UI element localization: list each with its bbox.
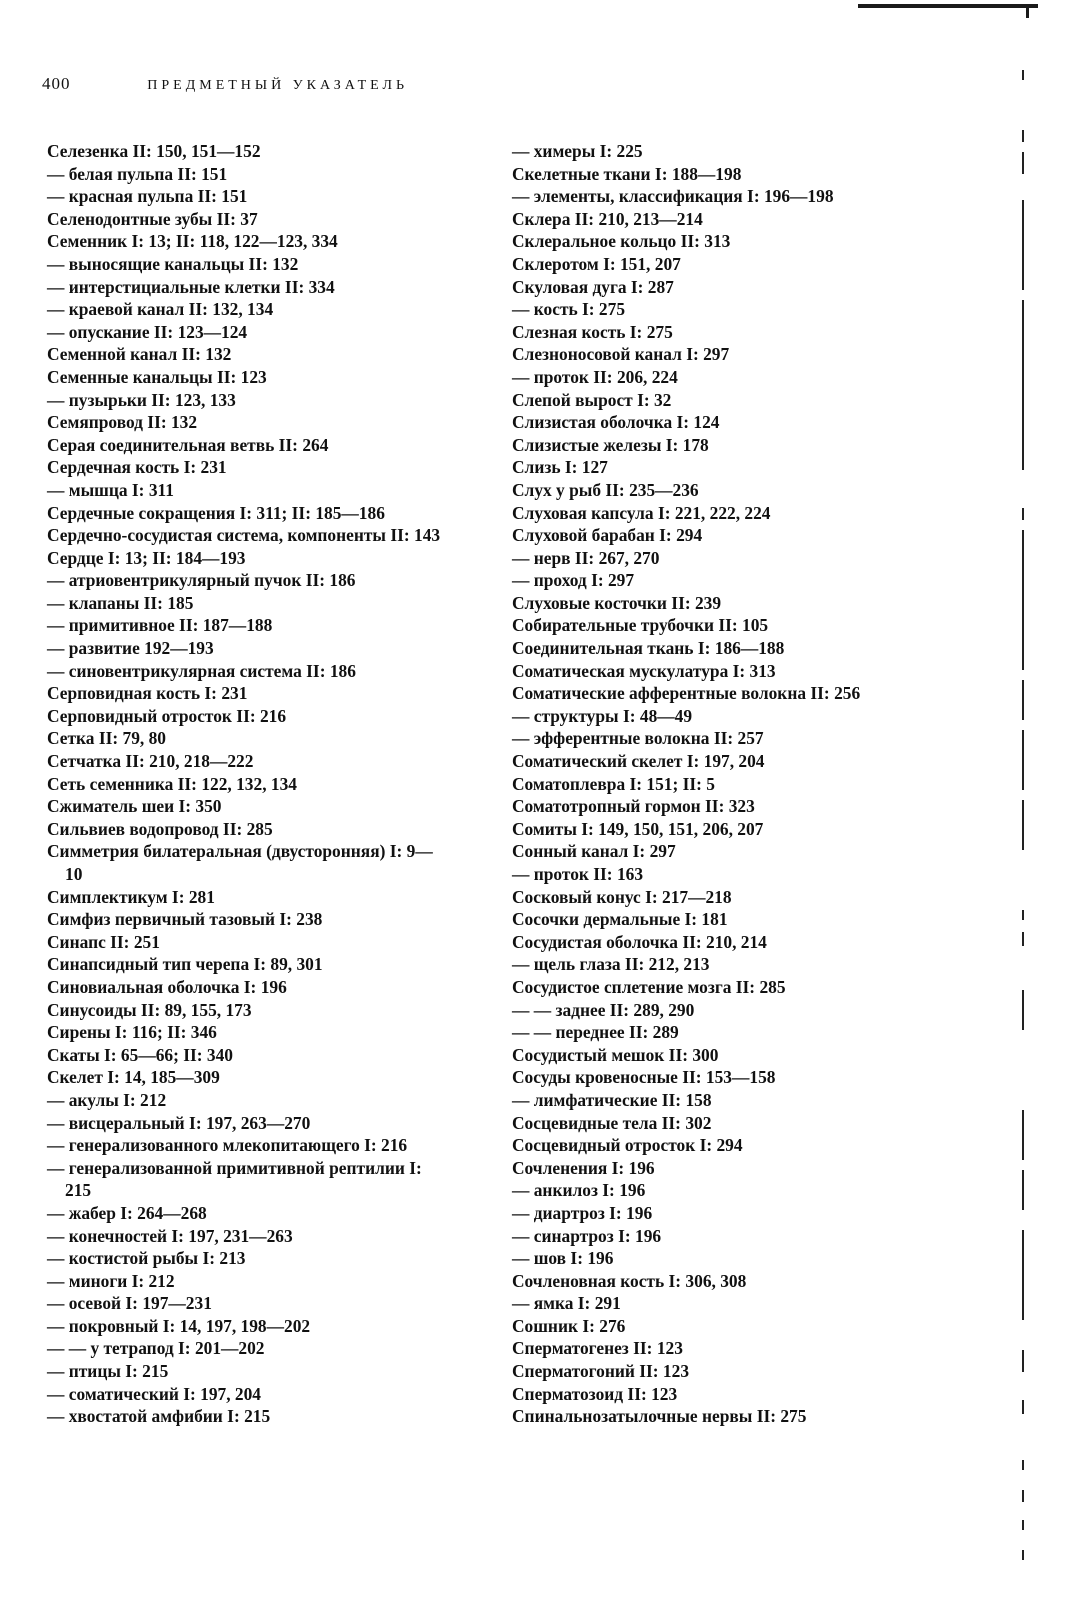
index-entry: — проток II: 206, 224 [512, 366, 678, 387]
index-entry: Сосковый конус I: 217—218 [512, 886, 732, 907]
index-entry: — пузырьки II: 123, 133 [47, 389, 236, 410]
index-entry: Соматические афферентные волокна II: 256 [512, 683, 861, 704]
index-entry: — генерализованной примитивной рептилии I: [47, 1157, 422, 1178]
index-entry: — диартроз I: 196 [512, 1202, 653, 1223]
index-entry: Семенные канальцы II: 123 [47, 366, 267, 387]
index-entry: — белая пульпа II: 151 [47, 163, 228, 184]
index-entry: Скуловая дуга I: 287 [512, 276, 674, 297]
index-entry: 215 [65, 1180, 92, 1201]
index-entry: Сетка II: 79, 80 [47, 728, 166, 749]
index-entry: — соматический I: 197, 204 [47, 1383, 261, 1404]
index-entry: Соматоплевра I: 151; II: 5 [512, 773, 716, 794]
index-entry: — анкилоз I: 196 [512, 1180, 646, 1201]
index-entry: — выносящие канальцы II: 132 [47, 253, 299, 274]
index-entry: — покровный I: 14, 197, 198—202 [47, 1315, 311, 1336]
index-entry: Склеротом I: 151, 207 [512, 253, 681, 274]
index-entry: Сперматогоний II: 123 [512, 1361, 690, 1382]
index-entry: — эфферентные волокна II: 257 [512, 728, 764, 749]
index-entry: Склера II: 210, 213—214 [512, 208, 703, 229]
index-entry: Селенодонтные зубы II: 37 [47, 208, 258, 229]
index-entry: — птицы I: 215 [47, 1361, 169, 1382]
index-entry: — висцеральный I: 197, 263—270 [47, 1112, 311, 1133]
index-entry: Слуховая капсула I: 221, 222, 224 [512, 502, 771, 523]
index-entry: — нерв II: 267, 270 [512, 547, 660, 568]
index-entry: — химеры I: 225 [512, 141, 643, 161]
top-edge-rule [858, 4, 1038, 8]
index-entry: Сосочки дермальные I: 181 [512, 909, 728, 930]
index-entry: Симплектикум I: 281 [47, 886, 215, 907]
index-entry: — миноги I: 212 [47, 1270, 175, 1291]
index-entry: Серповидная кость I: 231 [47, 683, 248, 704]
index-entry: — — переднее II: 289 [512, 1022, 679, 1043]
index-entry: — развитие 192—193 [47, 638, 214, 659]
index-entry: — краевой канал II: 132, 134 [47, 299, 274, 320]
page-number: 400 [42, 74, 71, 93]
index-entry: — синовентрикулярная система II: 186 [47, 660, 356, 681]
index-entry: — синартроз I: 196 [512, 1225, 662, 1246]
top-edge-mark [1026, 6, 1029, 18]
index-entry: Сердечная кость I: 231 [47, 457, 227, 478]
index-entry: Сетчатка II: 210, 218—222 [47, 751, 254, 772]
index-entry: Слизистые железы I: 178 [512, 434, 709, 455]
index-entry: — структуры I: 48—49 [512, 705, 693, 726]
index-entry: — примитивное II: 187—188 [47, 615, 273, 636]
index-entry: Сосцевидный отросток I: 294 [512, 1135, 743, 1156]
index-entry: Сосудистый мешок II: 300 [512, 1044, 719, 1065]
index-entry: Слуховой барабан I: 294 [512, 525, 703, 546]
index-entry: Синусоиды II: 89, 155, 173 [47, 999, 252, 1020]
index-entry: — клапаны II: 185 [47, 592, 194, 613]
index-entry: Сеть семенника II: 122, 132, 134 [47, 773, 297, 794]
index-entry: Сочленовная кость I: 306, 308 [512, 1270, 747, 1291]
index-entry: Селезенка II: 150, 151—152 [47, 141, 261, 161]
index-entry: Сперматогенез II: 123 [512, 1338, 683, 1359]
index-entry: Серая соединительная ветвь II: 264 [47, 434, 329, 455]
index-entry: Соматическая мускулатура I: 313 [512, 660, 776, 681]
index-entry: Синапс II: 251 [47, 931, 160, 952]
index-entry: — проток II: 163 [512, 864, 644, 884]
index-entry: Соматотропный гормон II: 323 [512, 796, 755, 817]
index-entry: Семенной канал II: 132 [47, 344, 232, 365]
index-entry: Сердечные сокращения I: 311; II: 185—186 [47, 502, 385, 523]
index-entry: Сердечно-сосудистая система, компоненты II: 143 [47, 525, 441, 546]
index-entry: — лимфатические II: 158 [512, 1089, 712, 1110]
index-entry: Семяпровод II: 132 [47, 412, 198, 433]
index-entry: — красная пульпа II: 151 [47, 186, 248, 207]
index-entry: Слух у рыб II: 235—236 [512, 479, 699, 500]
index-entry: Соматический скелет I: 197, 204 [512, 751, 765, 772]
index-entry: Сирены I: 116; II: 346 [47, 1022, 217, 1043]
index-entry: Склеральное кольцо II: 313 [512, 231, 731, 252]
index-entry: Слизистая оболочка I: 124 [512, 412, 720, 433]
index-column-right [512, 140, 932, 1428]
index-entry: Сонный канал I: 297 [512, 841, 676, 862]
index-entry: Слепой вырост I: 32 [512, 389, 672, 410]
index-entry: Сошник I: 276 [512, 1315, 626, 1336]
index-entry: Скаты I: 65—66; II: 340 [47, 1044, 234, 1065]
index-entry: Семенник I: 13; II: 118, 122—123, 334 [47, 231, 338, 252]
index-entry: — — у тетрапод I: 201—202 [47, 1338, 265, 1359]
index-entry: Слуховые косточки II: 239 [512, 592, 722, 613]
index-entry: Симметрия билатеральная (двусторонняя) I: 9— [47, 841, 433, 862]
index-entry: Слизь I: 127 [512, 457, 608, 478]
index-entry: — кость I: 275 [512, 299, 626, 320]
index-entry: — щель глаза II: 212, 213 [512, 954, 710, 975]
index-entry: Сосудистая оболочка II: 210, 214 [512, 931, 767, 952]
index-entry: Серповидный отросток II: 216 [47, 705, 287, 726]
page-header [42, 74, 408, 94]
index-entry: — мышца I: 311 [47, 479, 174, 500]
index-entry: — хвостатой амфибии I: 215 [47, 1406, 271, 1427]
index-entry: Сильвиев водопровод II: 285 [47, 818, 273, 839]
index-entry: — осевой I: 197—231 [47, 1293, 212, 1314]
index-entry: Собирательные трубочки II: 105 [512, 615, 769, 636]
index-entry: Слезноносовой канал I: 297 [512, 344, 730, 365]
index-entry: Скелет I: 14, 185—309 [47, 1067, 220, 1088]
running-title: ПРЕДМЕТНЫЙ УКАЗАТЕЛЬ [147, 78, 409, 93]
index-entry: Сосцевидные тела II: 302 [512, 1112, 712, 1133]
index-entry: Сосуды кровеносные II: 153—158 [512, 1067, 776, 1088]
index-entry: 10 [65, 864, 83, 884]
index-entry: Симфиз первичный тазовый I: 238 [47, 909, 323, 930]
index-entry: — атриовентрикулярный пучок II: 186 [47, 570, 356, 591]
index-entry: Сердце I: 13; II: 184—193 [47, 547, 246, 568]
index-entry: — шов I: 196 [512, 1248, 614, 1269]
index-entry: Сперматозоид II: 123 [512, 1383, 678, 1404]
index-entry: — акулы I: 212 [47, 1089, 167, 1110]
index-entry: — проход I: 297 [512, 570, 635, 591]
index-entry: Синовиальная оболочка I: 196 [47, 976, 287, 997]
index-entry: Слезная кость I: 275 [512, 321, 673, 342]
index-entry: — жабер I: 264—268 [47, 1202, 207, 1223]
index-entry: Скелетные ткани I: 188—198 [512, 163, 742, 184]
index-entry: Спинальнозатылочные нервы II: 275 [512, 1406, 807, 1427]
index-entry: Соединительная ткань I: 186—188 [512, 638, 785, 659]
index-entry: — ямка I: 291 [512, 1293, 621, 1314]
index-column-left [47, 140, 487, 1428]
index-entry: Синапсидный тип черепа I: 89, 301 [47, 954, 323, 975]
index-entry: — опускание II: 123—124 [47, 321, 248, 342]
index-entry: — элементы, классификация I: 196—198 [512, 186, 834, 207]
page-edge-scan-marks [1018, 60, 1038, 1580]
index-entry: — конечностей I: 197, 231—263 [47, 1225, 293, 1246]
index-entry: Сочленения I: 196 [512, 1157, 655, 1178]
index-entry: Сжиматель шеи I: 350 [47, 796, 222, 817]
index-entry: Сосудистое сплетение мозга II: 285 [512, 976, 786, 997]
index-entry: — генерализованного млекопитающего I: 216 [47, 1135, 408, 1156]
index-entry: — — заднее II: 289, 290 [512, 999, 695, 1020]
index-entry: — костистой рыбы I: 213 [47, 1248, 246, 1269]
index-entry: Сомиты I: 149, 150, 151, 206, 207 [512, 818, 764, 839]
index-entry: — интерстициальные клетки II: 334 [47, 276, 335, 297]
